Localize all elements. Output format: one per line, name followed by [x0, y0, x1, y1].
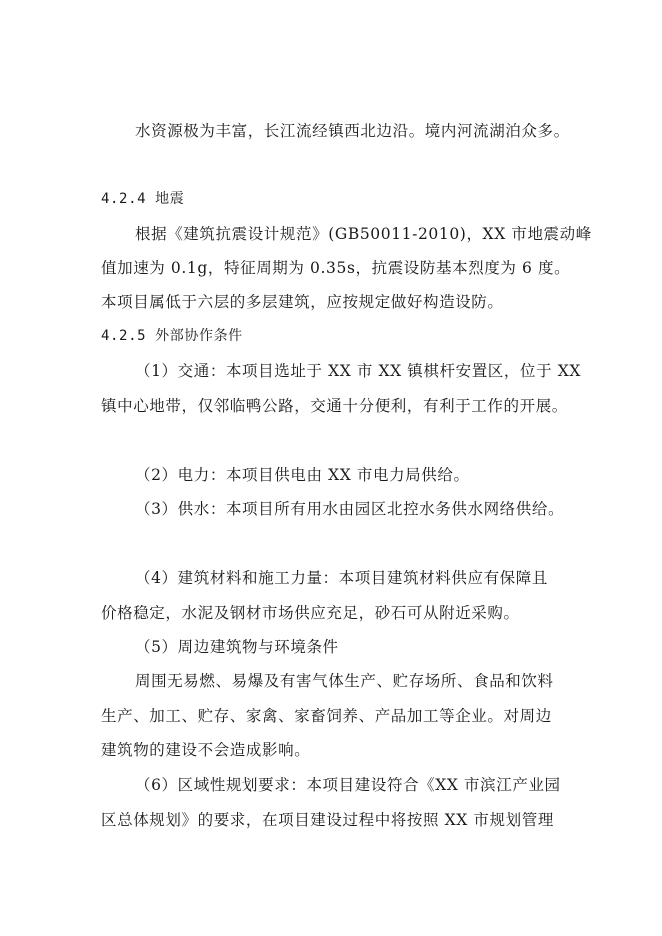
regional-planning-line-2: 区总体规划》的要求，在项目建设过程中将按照 XX 市规划管理 [101, 811, 554, 829]
water-resources-line: 水资源极为丰富，长江流经镇西北边沿。境内河流湖泊众多。 [135, 122, 570, 140]
section-heading-external-cooperation: 4.2.5 外部协作条件 [101, 328, 243, 344]
regional-planning-line-1: （6）区域性规划要求：本项目建设符合《XX 市滨江产业园 [135, 776, 561, 794]
building-materials-line-2: 价格稳定，水泥及钢材市场供应充足，砂石可从附近采购。 [101, 604, 520, 622]
water-supply-line: （3）供水：本项目所有用水由园区北控水务供水网络供给。 [135, 500, 565, 518]
earthquake-line-1: 根据《建筑抗震设计规范》(GB50011-2010)，XX 市地震动峰 [135, 225, 592, 243]
surroundings-line-3: 建筑物的建设不会造成影响。 [101, 741, 311, 759]
surroundings-heading: （5）周边建筑物与环境条件 [135, 638, 339, 656]
traffic-line-2: 镇中心地带，仅邻临鸭公路，交通十分便利，有利于工作的开展。 [101, 397, 568, 415]
earthquake-line-2: 值加速为 0.1g，特征周期为 0.35s，抗震设防基本烈度为 6 度。 [101, 259, 571, 277]
traffic-line-1: （1）交通：本项目选址于 XX 市 XX 镇棋杆安置区，位于 XX [135, 362, 582, 380]
section-heading-earthquake: 4.2.4 地震 [101, 191, 185, 207]
surroundings-line-1: 周围无易燃、易爆及有害气体生产、贮存场所、食品和饮料 [135, 672, 554, 690]
surroundings-line-2: 生产、加工、贮存、家禽、家畜饲养、产品加工等企业。对周边 [101, 707, 552, 725]
building-materials-line-1: （4）建筑材料和施工力量：本项目建筑材料供应有保障且 [135, 569, 548, 587]
earthquake-line-3: 本项目属低于六层的多层建筑，应按规定做好构造设防。 [101, 293, 504, 311]
power-line: （2）电力：本项目供电由 XX 市电力局供给。 [135, 466, 470, 484]
